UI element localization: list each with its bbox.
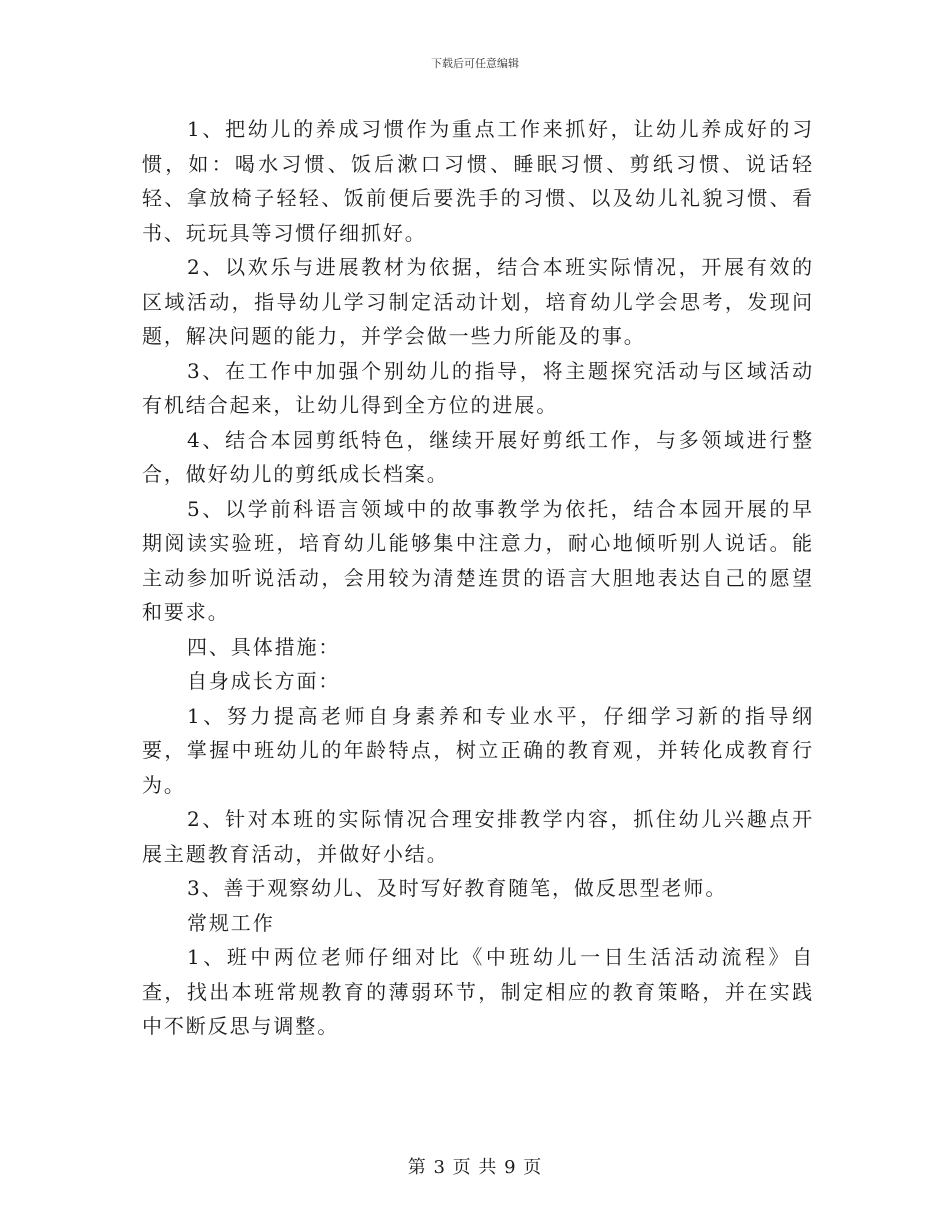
paragraph-individual-guidance: 3、在工作中加强个别幼儿的指导，将主题探究活动与区域活动有机结合起来，让幼儿得到全方位的进展。 [142, 358, 814, 417]
paragraph-teaching-content: 2、针对本班的实际情况合理安排教学内容，抓住幼儿兴趣点开展主题教育活动，并做好小结。 [142, 807, 814, 866]
page-header-note: 下载后可任意编辑 [431, 57, 519, 70]
paragraph-observation: 3、善于观察幼儿、及时写好教育随笔，做反思型老师。 [187, 876, 728, 900]
paragraph-teacher-quality: 1、努力提高老师自身素养和专业水平，仔细学习新的指导纲要，掌握中班幼儿的年龄特点，树立正确的教育观，并转化成教育行为。 [142, 703, 814, 797]
section-heading-measures: 四、具体措施： [187, 634, 341, 659]
paragraph-habits: 1、把幼儿的养成习惯作为重点工作来抓好，让幼儿养成好的习惯，如：喝水习惯、饭后漱口习惯、睡眠习惯、剪纸习惯、说话轻轻、拿放椅子轻轻、饭前便后要洗手的习惯、以及幼儿礼貌习惯、看书、玩玩具等习惯仔细抓好。 [142, 117, 814, 245]
paragraph-self-check: 1、班中两位老师仔细对比《中班幼儿一日生活活动流程》自查，找出本班常规教育的薄弱环节，制定相应的教育策略，并在实践中不断反思与调整。 [142, 945, 814, 1038]
paragraph-area-activities: 2、以欢乐与进展教材为依据，结合本班实际情况，开展有效的区域活动，指导幼儿学习制定活动计划，培育幼儿学会思考，发现问题，解决问题的能力，并学会做一些力所能及的事。 [142, 255, 814, 348]
page-number-footer: 第 3 页 共 9 页 [407, 1157, 543, 1178]
document-body [142, 112, 814, 1044]
subheading-self-growth: 自身成长方面： [187, 669, 341, 693]
paragraph-paper-cutting: 4、结合本园剪纸特色，继续开展好剪纸工作，与多领域进行整合，做好幼儿的剪纸成长档案。 [142, 427, 814, 486]
subheading-routine-work: 常规工作 [187, 910, 275, 935]
paragraph-language-teaching: 5、以学前科语言领域中的故事教学为依托，结合本园开展的早期阅读实验班，培育幼儿能够集中注意力，耐心地倾听别人说话。能主动参加听说活动，会用较为清楚连贯的语言大胆地表达自己的愿望和要求。 [142, 496, 814, 624]
